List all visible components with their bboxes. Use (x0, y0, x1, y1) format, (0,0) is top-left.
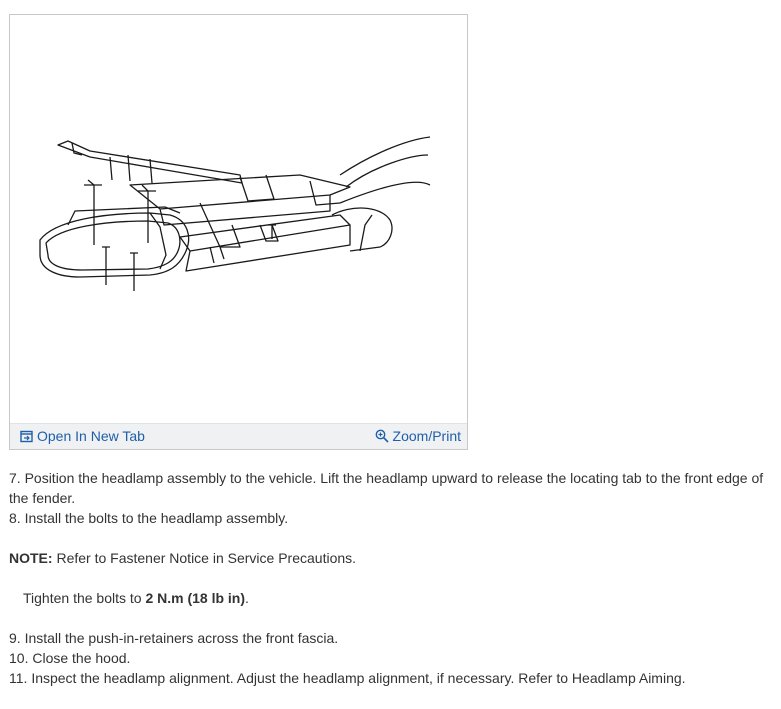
step-11: 11. Inspect the headlamp alignment. Adjust the headlamp alignment, if necessary. Refer to Headlamp Aiming. (9, 670, 686, 686)
note (9, 548, 781, 568)
torque-value: 2 N.m (18 lb in) (145, 590, 246, 606)
zoom-in-icon (375, 429, 389, 443)
tighten-suffix: . (245, 590, 249, 606)
zoom-print-link[interactable] (375, 428, 461, 444)
headlamp-installation-diagram (10, 15, 467, 425)
note-label: NOTE: (9, 550, 53, 566)
step-9: 9. Install the push-in-retainers across the front fascia. (9, 630, 339, 646)
step-10: 10. Close the hood. (9, 650, 131, 666)
figure-container (9, 14, 468, 450)
open-in-new-tab-label: Open In New Tab (37, 428, 145, 444)
tighten-prefix: Tighten the bolts to (23, 590, 146, 606)
step-8: 8. Install the bolts to the headlamp assembly. (9, 510, 289, 526)
open-new-tab-icon (20, 430, 33, 443)
zoom-print-label: Zoom/Print (392, 428, 461, 444)
torque-spec (9, 588, 781, 608)
procedure-steps (9, 468, 781, 688)
figure-toolbar (10, 423, 467, 449)
open-in-new-tab-link[interactable] (20, 428, 145, 444)
note-text: Refer to Fastener Notice in Service Precautions. (52, 550, 357, 566)
step-7: 7. Position the headlamp assembly to the vehicle. Lift the headlamp upward to release the locating tab to the front edge of the fender. (9, 470, 764, 506)
